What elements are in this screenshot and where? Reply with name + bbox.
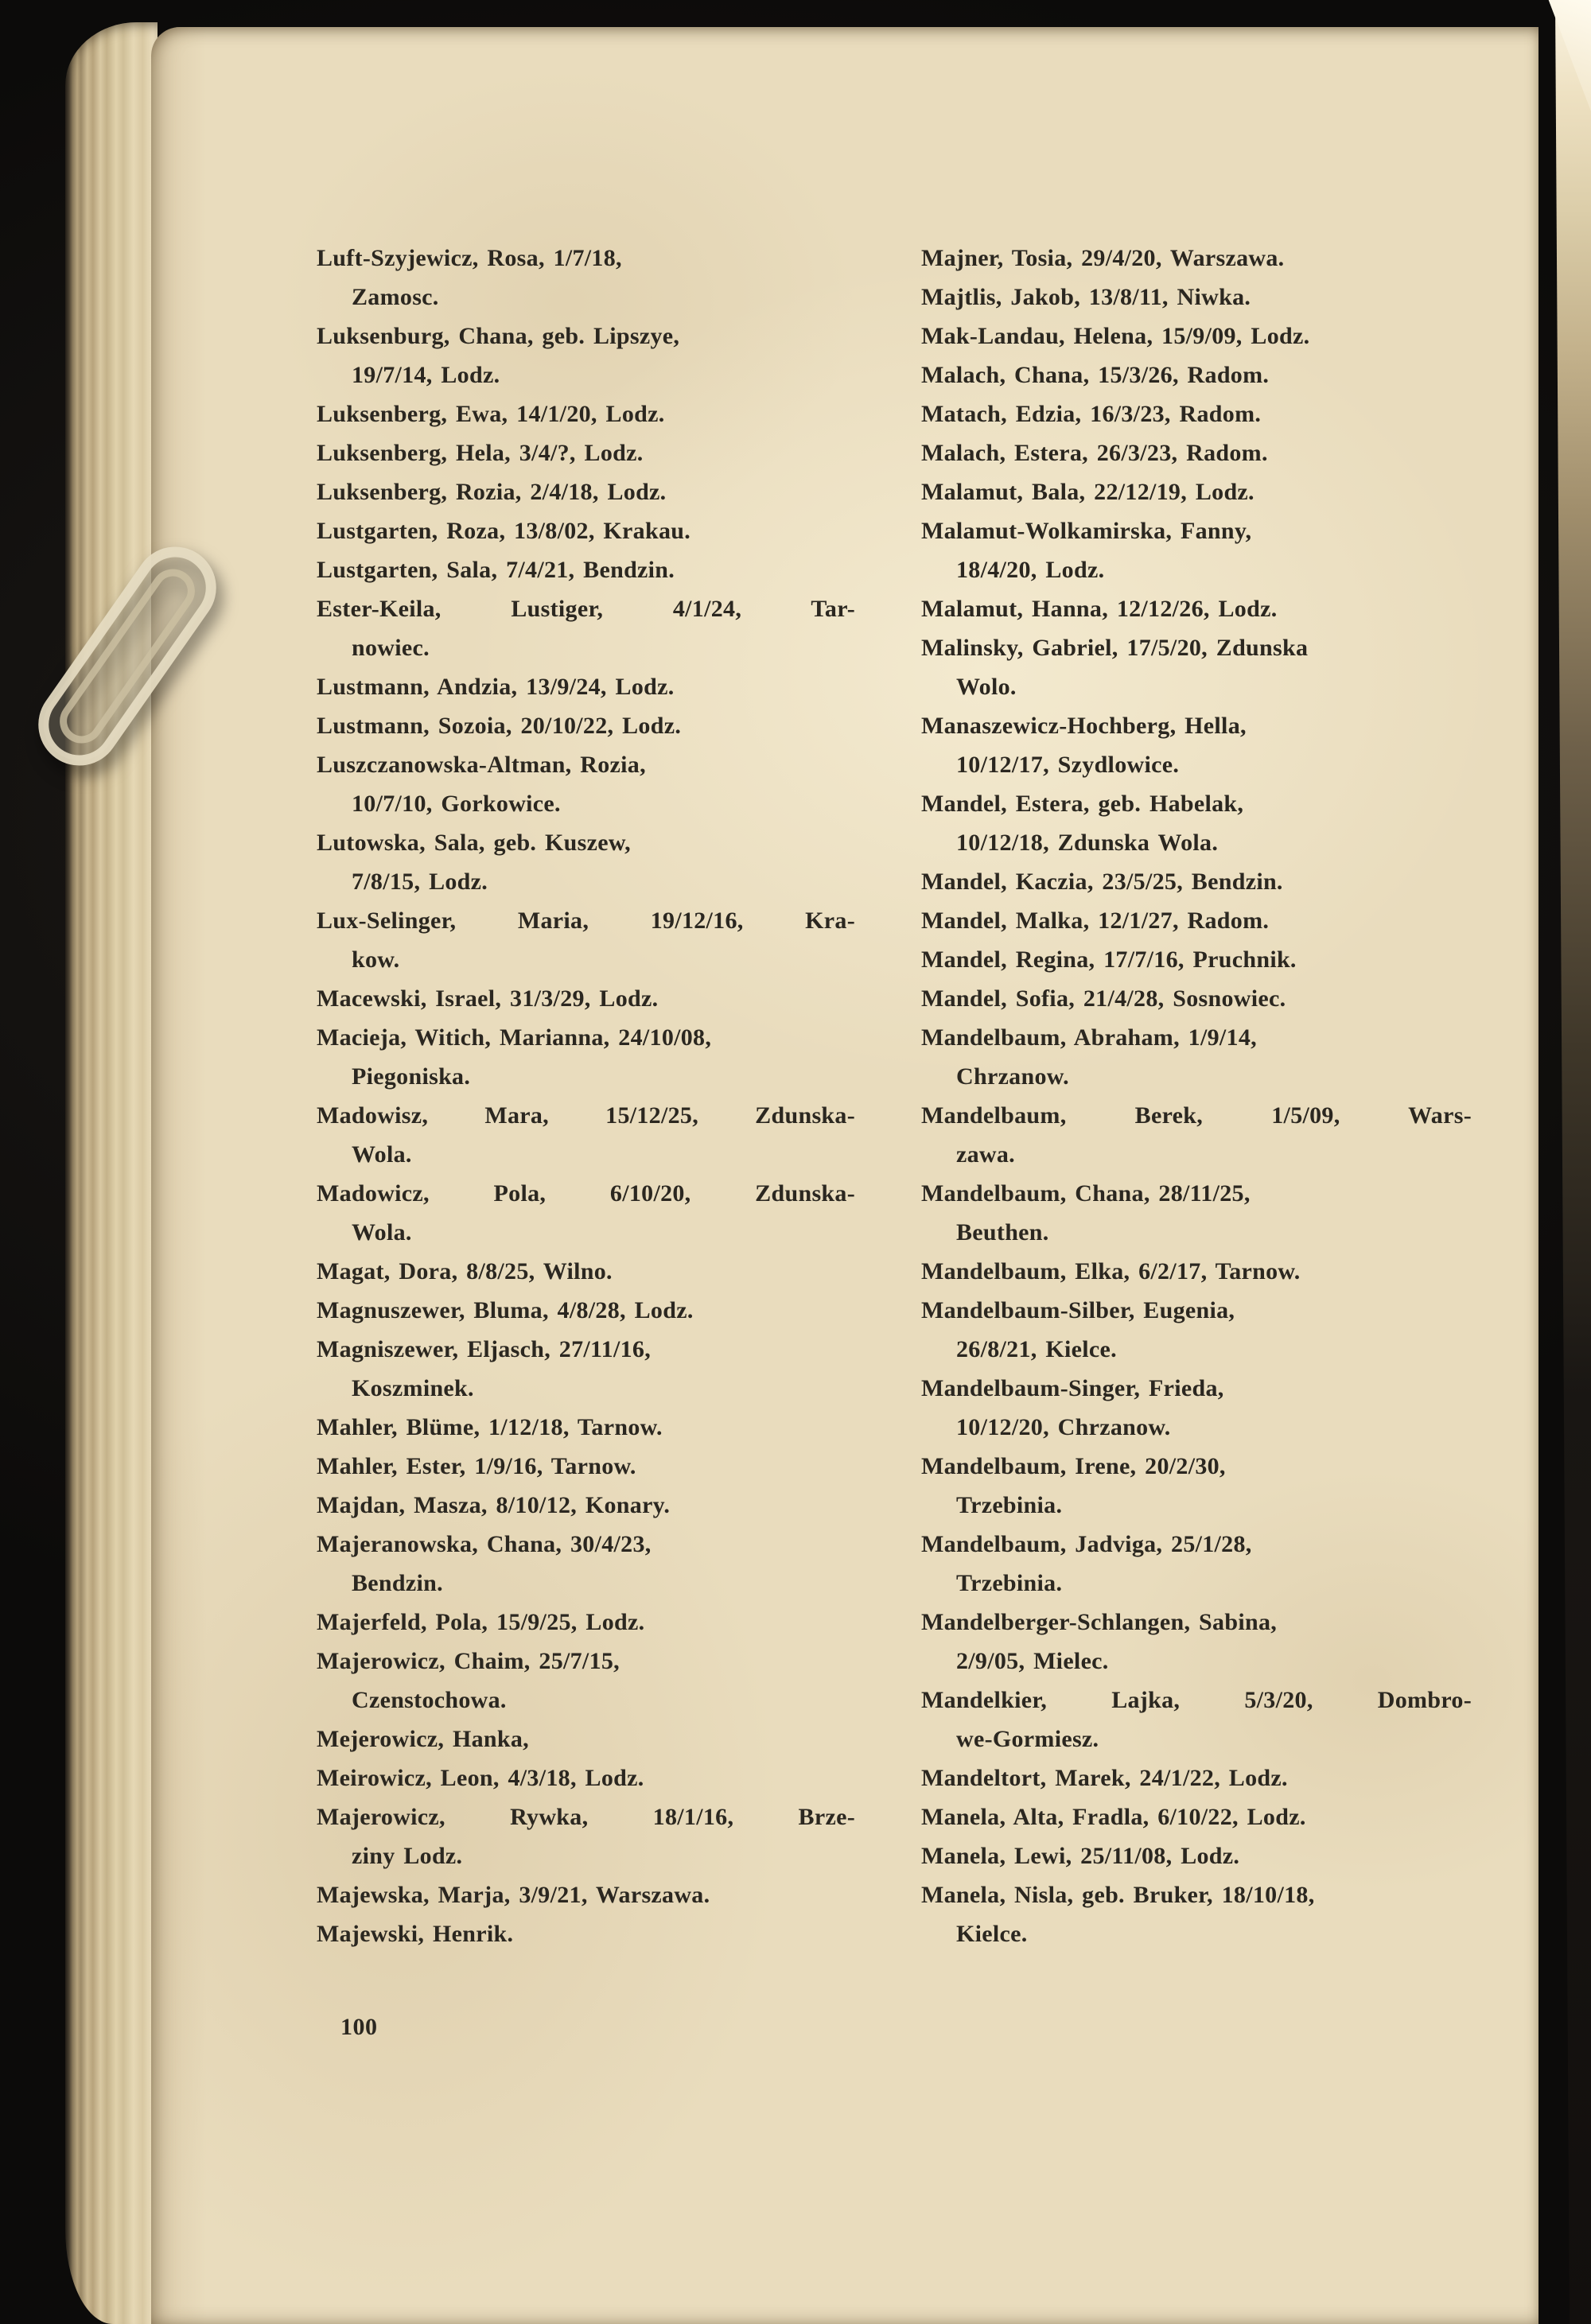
entry-line: 19/7/14, Lodz.: [352, 362, 500, 388]
entry-line: Luksenburg, Chana, geb. Lipszye,: [317, 323, 680, 349]
entry-line: Majtlis, Jakob, 13/8/11, Niwka.: [921, 284, 1251, 310]
entry-line: 10/12/17, Szydlowice.: [956, 752, 1180, 778]
list-item: [921, 589, 1472, 628]
list-item: [921, 784, 1472, 862]
list-item: [921, 1875, 1472, 1953]
list-item: [317, 589, 855, 667]
entry-line: Mandel, Regina, 17/7/16, Pruchnik.: [921, 946, 1297, 973]
list-item: [921, 317, 1472, 356]
entry-line: we-Gormiesz.: [956, 1726, 1099, 1752]
entry-line: Mandelbaum-Silber, Eugenia,: [921, 1297, 1235, 1323]
entry-line: Majeranowska, Chana, 30/4/23,: [317, 1531, 652, 1557]
entry-line: Luksenberg, Hela, 3/4/?, Lodz.: [317, 440, 644, 466]
entry-line: Malamut-Wolkamirska, Fanny,: [921, 518, 1252, 544]
entry-line: 10/12/20, Chrzanow.: [956, 1414, 1171, 1440]
entry-line: Mandel, Estera, geb. Habelak,: [921, 791, 1244, 817]
entry-line: Mandelbaum-Singer, Frieda,: [921, 1375, 1224, 1401]
list-item: [317, 317, 855, 394]
entry-line: Mandel, Sofia, 21/4/28, Sosnowiec.: [921, 985, 1286, 1012]
entry-line: Wolo.: [956, 674, 1017, 700]
list-item: [921, 979, 1472, 1018]
entry-line: Mandelbaum, Chana, 28/11/25,: [921, 1180, 1251, 1207]
facing-page-edge: [1543, 0, 1591, 2324]
entry-line: Mandel, Kaczia, 23/5/25, Bendzin.: [921, 869, 1283, 895]
entry-line: Malinsky, Gabriel, 17/5/20, Zdunska: [921, 635, 1309, 661]
entry-line: ziny Lodz.: [352, 1843, 463, 1869]
entry-line: 10/7/10, Gorkowice.: [352, 791, 561, 817]
entry-line: Luksenberg, Ewa, 14/1/20, Lodz.: [317, 401, 665, 427]
entry-line: Lustgarten, Sala, 7/4/21, Bendzin.: [317, 557, 675, 583]
list-item: [921, 1096, 1472, 1174]
entry-line: zawa.: [956, 1141, 1015, 1168]
list-item: [921, 278, 1472, 317]
right-column: [921, 239, 1472, 1953]
entry-line: Manela, Lewi, 25/11/08, Lodz.: [921, 1843, 1240, 1869]
entry-line: Mandel, Malka, 12/1/27, Radom.: [921, 907, 1270, 934]
entry-line: Manela, Alta, Fradla, 6/10/22, Lodz.: [921, 1804, 1306, 1830]
entry-line: Czenstochowa.: [352, 1687, 507, 1713]
entry-line: Majewska, Marja, 3/9/21, Warszawa.: [317, 1882, 710, 1908]
entry-line: Malach, Estera, 26/3/23, Radom.: [921, 440, 1268, 466]
entry-line: Bendzin.: [352, 1570, 443, 1596]
list-item: [921, 356, 1472, 394]
list-item: [317, 1759, 855, 1797]
list-item: [317, 1797, 855, 1875]
entry-line: Mandelbaum, Jadviga, 25/1/28,: [921, 1531, 1252, 1557]
entry-line: Macewski, Israel, 31/3/29, Lodz.: [317, 985, 659, 1012]
list-item: [921, 433, 1472, 472]
entry-line: Mandelbaum, Irene, 20/2/30,: [921, 1453, 1226, 1479]
entry-line: Malamut, Bala, 22/12/19, Lodz.: [921, 479, 1255, 505]
list-item: [317, 1174, 855, 1252]
entry-line: nowiec.: [352, 635, 430, 661]
list-item: [317, 394, 855, 433]
entry-line: Magat, Dora, 8/8/25, Wilno.: [317, 1258, 613, 1284]
entry-line: Kielce.: [956, 1921, 1028, 1947]
list-item: [317, 1330, 855, 1408]
list-item: [921, 1369, 1472, 1447]
entry-line: Mandelberger-Schlangen, Sabina,: [921, 1609, 1278, 1635]
entry-line: Majerowicz, Rywka, 18/1/16, Brze-: [317, 1804, 855, 1830]
entry-line: Malach, Chana, 15/3/26, Radom.: [921, 362, 1270, 388]
entry-line: kow.: [352, 946, 400, 973]
list-item: [317, 1291, 855, 1330]
page-stack-edge: [65, 22, 158, 2324]
entry-line: Magnuszewer, Bluma, 4/8/28, Lodz.: [317, 1297, 694, 1323]
list-item: [921, 1018, 1472, 1096]
list-item: [317, 706, 855, 745]
list-item: [317, 1408, 855, 1447]
list-item: [921, 1797, 1472, 1836]
left-column: [317, 239, 855, 1953]
entry-line: Zamosc.: [352, 284, 439, 310]
entry-line: 2/9/05, Mielec.: [956, 1648, 1109, 1674]
entry-line: Mejerowicz, Hanka,: [317, 1726, 529, 1752]
list-item: [317, 511, 855, 550]
list-item: [317, 745, 855, 823]
entry-line: Lustgarten, Roza, 13/8/02, Krakau.: [317, 518, 691, 544]
entry-line: Manaszewicz-Hochberg, Hella,: [921, 713, 1247, 739]
paper-clip: [24, 509, 231, 803]
entry-line: Macieja, Witich, Marianna, 24/10/08,: [317, 1024, 712, 1051]
list-item: [921, 706, 1472, 784]
list-item: [317, 1447, 855, 1486]
list-item: [921, 1836, 1472, 1875]
list-item: [317, 823, 855, 901]
list-item: [921, 1447, 1472, 1525]
entry-line: Koszminek.: [352, 1375, 474, 1401]
entry-line: Majewski, Henrik.: [317, 1921, 514, 1947]
entry-line: Meirowicz, Leon, 4/3/18, Lodz.: [317, 1765, 644, 1791]
list-item: [921, 862, 1472, 901]
entry-line: Mandelbaum, Elka, 6/2/17, Tarnow.: [921, 1258, 1301, 1284]
list-item: [921, 940, 1472, 979]
list-item: [317, 1914, 855, 1953]
entry-line: Majdan, Masza, 8/10/12, Konary.: [317, 1492, 671, 1518]
entry-line: Majner, Tosia, 29/4/20, Warszawa.: [921, 245, 1285, 271]
list-item: [317, 1018, 855, 1096]
entry-line: Piegoniska.: [352, 1063, 471, 1090]
list-item: [921, 472, 1472, 511]
list-item: [921, 1603, 1472, 1681]
list-item: [317, 667, 855, 706]
entry-line: Trzebinia.: [956, 1570, 1063, 1596]
book-page: [151, 27, 1538, 2324]
list-item: [921, 1174, 1472, 1252]
entry-line: Mandelbaum, Berek, 1/5/09, Wars-: [921, 1102, 1472, 1129]
entry-line: Mahler, Ester, 1/9/16, Tarnow.: [317, 1453, 636, 1479]
entry-line: Wola.: [352, 1219, 412, 1246]
entry-line: Malamut, Hanna, 12/12/26, Lodz.: [921, 596, 1278, 622]
entry-line: Majerfeld, Pola, 15/9/25, Lodz.: [317, 1609, 645, 1635]
list-item: [317, 901, 855, 979]
entry-line: Luszczanowska-Altman, Rozia,: [317, 752, 646, 778]
entry-line: Ester-Keila, Lustiger, 4/1/24, Tar-: [317, 596, 855, 622]
list-item: [317, 1720, 855, 1759]
entry-line: Chrzanow.: [956, 1063, 1069, 1090]
entry-line: Mandelkier, Lajka, 5/3/20, Dombro-: [921, 1687, 1472, 1713]
list-item: [317, 1603, 855, 1642]
list-item: [921, 511, 1472, 589]
entry-line: Mandeltort, Marek, 24/1/22, Lodz.: [921, 1765, 1288, 1791]
list-item: [317, 239, 855, 317]
entry-line: 7/8/15, Lodz.: [352, 869, 488, 895]
list-item: [921, 628, 1472, 706]
list-item: [921, 1525, 1472, 1603]
entry-line: Majerowicz, Chaim, 25/7/15,: [317, 1648, 620, 1674]
list-item: [921, 1291, 1472, 1369]
list-item: [317, 1642, 855, 1720]
list-item: [921, 1681, 1472, 1759]
page-number: 100: [340, 2014, 378, 2040]
entry-line: Trzebinia.: [956, 1492, 1063, 1518]
entry-line: Madowicz, Pola, 6/10/20, Zdunska-: [317, 1180, 855, 1207]
entry-line: Lutowska, Sala, geb. Kuszew,: [317, 830, 631, 856]
list-item: [317, 472, 855, 511]
entry-line: Manela, Nisla, geb. Bruker, 18/10/18,: [921, 1882, 1315, 1908]
entry-line: Wola.: [352, 1141, 412, 1168]
entry-line: Mandelbaum, Abraham, 1/9/14,: [921, 1024, 1257, 1051]
entry-line: Beuthen.: [956, 1219, 1049, 1246]
entry-line: Lustmann, Sozoia, 20/10/22, Lodz.: [317, 713, 682, 739]
list-item: [317, 1096, 855, 1174]
entry-line: Lustmann, Andzia, 13/9/24, Lodz.: [317, 674, 675, 700]
list-item: [317, 550, 855, 589]
entry-line: Luft-Szyjewicz, Rosa, 1/7/18,: [317, 245, 622, 271]
list-item: [921, 394, 1472, 433]
list-item: [921, 901, 1472, 940]
entry-line: Mak-Landau, Helena, 15/9/09, Lodz.: [921, 323, 1310, 349]
entry-line: Luksenberg, Rozia, 2/4/18, Lodz.: [317, 479, 667, 505]
entry-line: Lux-Selinger, Maria, 19/12/16, Kra-: [317, 907, 855, 934]
entry-line: Mahler, Blüme, 1/12/18, Tarnow.: [317, 1414, 663, 1440]
entry-line: Madowisz, Mara, 15/12/25, Zdunska-: [317, 1102, 855, 1129]
list-item: [317, 433, 855, 472]
list-item: [317, 1525, 855, 1603]
list-item: [317, 1486, 855, 1525]
list-item: [921, 1252, 1472, 1291]
list-item: [317, 1252, 855, 1291]
entry-line: Matach, Edzia, 16/3/23, Radom.: [921, 401, 1262, 427]
list-item: [921, 1759, 1472, 1797]
list-item: [317, 1875, 855, 1914]
list-item: [317, 979, 855, 1018]
entry-line: 10/12/18, Zdunska Wola.: [956, 830, 1219, 856]
list-item: [921, 239, 1472, 278]
entry-line: 26/8/21, Kielce.: [956, 1336, 1117, 1362]
entry-line: Magniszewer, Eljasch, 27/11/16,: [317, 1336, 652, 1362]
entry-line: 18/4/20, Lodz.: [956, 557, 1105, 583]
